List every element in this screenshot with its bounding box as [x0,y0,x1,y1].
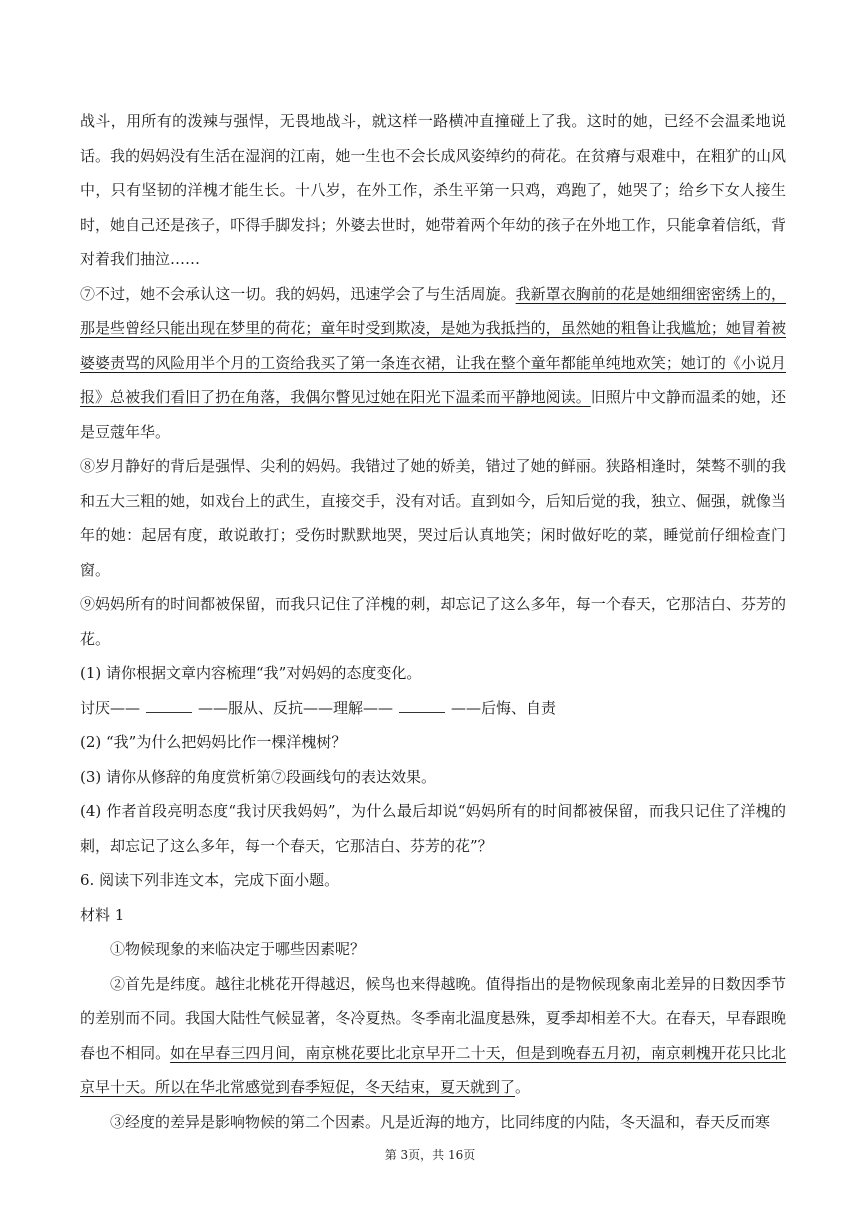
question-4: (4) 作者首段亮明态度“我讨厌我妈妈”，为什么最后却说“妈妈所有的时间都被保留，而我只记住了洋槐的刺，却忘记了这么多年，每一个春天，它那洁白、芬芳的花”？ [80,802,786,855]
material-paragraph-2-intro: ②首先是纬度。越往北桃花开得越迟，候鸟也来得越晚。值得指出的是物候现象南北差异的日数因季节的差别而不同。我国大陆性气候显著，冬冷夏热。冬季南北温度悬殊，夏季却相差不大。在春天，早春跟晚春也不相同。 [80,974,786,1062]
material-1-label: 材料 1 [80,905,125,924]
chain-start: 讨厌—— [80,698,141,717]
material-paragraph-2-end: 。 [515,1078,531,1096]
chain-end: ——后悔、自责 [451,698,557,717]
question-2: (2) “我”为什么把妈妈比作一棵洋槐树？ [80,733,347,751]
chain-middle: ——服从、反抗——理解—— [198,698,394,717]
paragraph-7-intro: ⑦不过，她不会承认这一切。我的妈妈，迅速学会了与生活周旋。 [80,284,516,303]
question-3: (3) 请你从修辞的角度赏析第⑦段画线句的表达效果。 [80,767,437,786]
page-footer: 第 3页，共 16页 [384,1148,476,1162]
answer-blank-2[interactable] [399,698,445,713]
passage-paragraph-8: ⑧岁月静好的背后是强悍、尖利的妈妈。我错过了她的娇美，错过了她的鲜丽。狭路相逢时，桀骜不驯的我和五大三粗的她，如戏台上的武生，直接交手，没有对话。直到如今，后知后觉的我，独立、倔强，就像当年的她：起居有度，敢说敢打；受伤时默默地哭，哭过后认真地笑；闲时做好吃的菜，睡觉前仔细检查门窗。 [80,457,786,579]
paragraph-7-underlined-sentence: 我新罩衣胸前的花是她细细密密绣上的，那是些曾经只能出现在梦里的荷花；童年时受到欺凌，是她为我抵挡的，虽然她的粗鲁让我尴尬；她冒着被婆婆责骂的风险用半个月的工资给我买了第一条连衣裙，让我在整个童年都能单纯地欢笑；她订的《小说月报》总被我们看旧了扔在角落，我偶尔瞥见过她在阳光下温柔而平静地阅读。 [80,284,786,406]
passage-paragraph-7 [80,277,786,450]
material-paragraph-1: ①物候现象的来临决定于哪些因素呢？ [110,940,366,958]
question-1: (1) 请你根据文章内容梳理“我”对妈妈的态度变化。 [80,664,422,682]
passage-paragraph-6-continued: 战斗，用所有的泼辣与强悍，无畏地战斗，就这样一路横冲直撞碰上了我。这时的她，已经不会温柔地说话。我的妈妈没有生活在湿润的江南，她一生也不会长成风姿绰约的荷花。在贫瘠与艰难中，在粗犷的山风中，只有坚韧的洋槐才能生长。十八岁，在外工作，杀生平第一只鸡，鸡跑了，她哭了；给乡下女人接生时，她自己还是孩子，吓得手脚发抖；外婆去世时，她带着两个年幼的孩子在外地工作，只能拿着信纸，背对着我们抽泣…… [80,112,786,268]
section-6-heading: 6. 阅读下列非连文本，完成下面小题。 [80,871,340,889]
material-paragraph-2-underlined-sentence: 如在早春三四月间，南京桃花要比北京早开二十天，但是到晚春五月初，南京刺槐开花只比北京早十天。所以在华北常感觉到春季短促，冬天结束，夏天就到了 [80,1043,786,1096]
answer-blank-1[interactable] [146,698,192,713]
material-paragraph-2 [80,967,786,1105]
paragraph-7-ending: 旧照片中文静而温柔的她，还是豆蔻年华。 [80,388,786,441]
question-1-attitude-chain [80,691,786,726]
material-paragraph-3: ③经度的差异是影响物候的第二个因素。凡是近海的地方，比同纬度的内陆，冬天温和，春天反而寒 [110,1112,771,1131]
passage-paragraph-9: ⑨妈妈所有的时间都被保留，而我只记住了洋槐的刺，却忘记了这么多年，每一个春天，它那洁白、芬芳的花。 [80,595,786,648]
document-page [80,104,786,1139]
